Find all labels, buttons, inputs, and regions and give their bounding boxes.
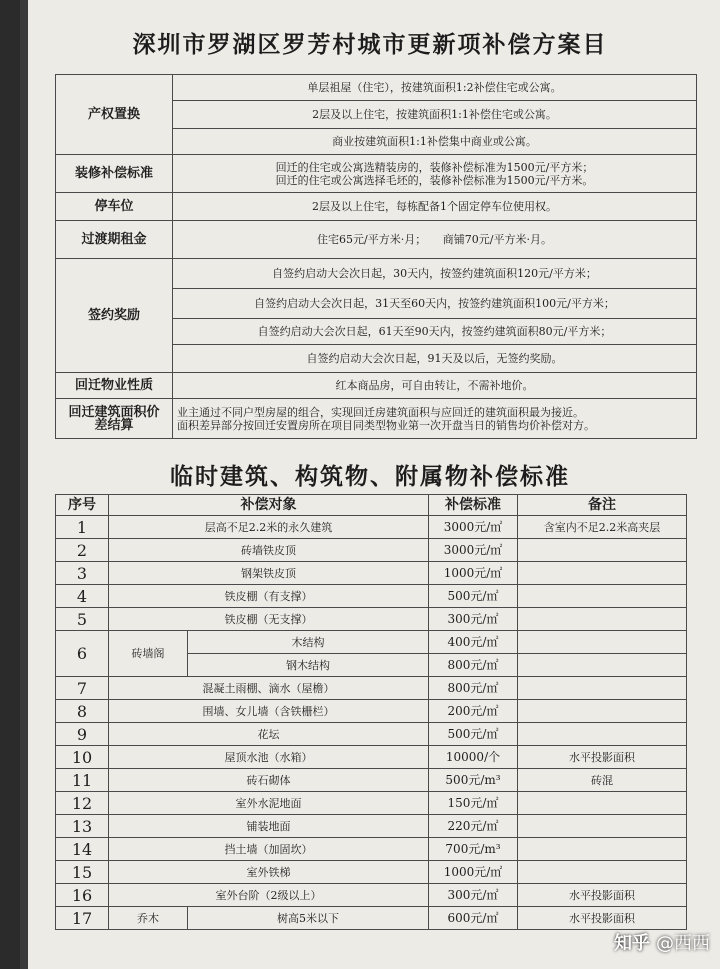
row-no: 16 xyxy=(56,884,109,907)
row-no: 1 xyxy=(56,516,109,539)
row-no: 5 xyxy=(56,608,109,631)
table-row xyxy=(56,700,687,723)
row-object: 混凝土雨棚、滴水（屋檐） xyxy=(109,677,429,700)
row-remark xyxy=(518,861,687,884)
plan-line: 2层及以上住宅，按建筑面积1:1补偿住宅或公寓。 xyxy=(173,101,697,129)
row-standard: 220元/㎡ xyxy=(429,815,518,838)
row-remark xyxy=(518,792,687,815)
plan-heading: 产权置换 xyxy=(56,75,173,155)
row-remark xyxy=(518,677,687,700)
plan-heading: 停车位 xyxy=(56,193,173,221)
table-row xyxy=(56,838,687,861)
row-remark xyxy=(518,539,687,562)
plan-heading: 过渡期租金 xyxy=(56,221,173,259)
row-standard: 10000/个 xyxy=(429,746,518,769)
row-object: 铺装地面 xyxy=(109,815,429,838)
temp-building-title: 临时建筑、构筑物、附属物补偿标准 xyxy=(170,463,570,490)
table-row xyxy=(56,861,687,884)
row-standard: 300元/㎡ xyxy=(429,884,518,907)
table-row xyxy=(56,677,687,700)
row-no: 6 xyxy=(56,631,109,677)
row-no: 9 xyxy=(56,723,109,746)
row-standard: 700元/m³ xyxy=(429,838,518,861)
row-remark: 水平投影面积 xyxy=(518,746,687,769)
plan-row xyxy=(56,193,697,221)
row-no: 3 xyxy=(56,562,109,585)
plan-line: 回迁的住宅或公寓选精装房的，装修补偿标准为1500元/平方米； 回迁的住宅或公寓选择毛坯的，装修补偿标准为1500元/平方米。 xyxy=(173,155,697,193)
table-row xyxy=(56,723,687,746)
row-group: 乔木 xyxy=(109,907,188,930)
row-object: 铁皮棚（有支撑） xyxy=(109,585,429,608)
row-standard: 150元/㎡ xyxy=(429,792,518,815)
board-frame xyxy=(20,0,28,969)
table-row xyxy=(56,562,687,585)
table-row xyxy=(56,608,687,631)
row-standard: 400元/㎡ xyxy=(429,631,518,654)
row-no: 15 xyxy=(56,861,109,884)
row-object: 树高5米以下 xyxy=(188,907,429,930)
row-object: 围墙、女儿墙（含铁栅栏） xyxy=(109,700,429,723)
table-row xyxy=(56,585,687,608)
row-no: 8 xyxy=(56,700,109,723)
table-row xyxy=(56,631,687,654)
row-object: 钢架铁皮顶 xyxy=(109,562,429,585)
row-no: 17 xyxy=(56,907,109,930)
watermark-handle: @西西 xyxy=(656,933,710,954)
row-standard: 3000元/㎡ xyxy=(429,516,518,539)
row-object: 层高不足2.2米的永久建筑 xyxy=(109,516,429,539)
row-object: 挡土墙（加固坎） xyxy=(109,838,429,861)
row-object: 屋顶水池（水箱） xyxy=(109,746,429,769)
row-remark: 含室内不足2.2米高夹层 xyxy=(518,516,687,539)
plan-heading: 装修补偿标准 xyxy=(56,155,173,193)
plan-heading: 回迁建筑面积价 差结算 xyxy=(56,399,173,439)
row-object: 钢木结构 xyxy=(188,654,429,677)
table-row xyxy=(56,746,687,769)
row-standard: 800元/㎡ xyxy=(429,654,518,677)
row-standard: 500元/㎡ xyxy=(429,585,518,608)
row-remark: 砖混 xyxy=(518,769,687,792)
row-no: 10 xyxy=(56,746,109,769)
table-row xyxy=(56,769,687,792)
plan-line: 业主通过不同户型房屋的组合，实现回迁房建筑面积与应回迁的建筑面积最为接近。 面积差异部分按回迁安置房所在项目同类型物业第一次开盘当日的销售均价补偿对方。 xyxy=(173,399,697,439)
row-object: 花坛 xyxy=(109,723,429,746)
row-standard: 1000元/㎡ xyxy=(429,562,518,585)
plan-line: 自签约启动大会次日起，30天内，按签约建筑面积120元/平方米； xyxy=(173,259,697,289)
main-title: 深圳市罗湖区罗芳村城市更新项补偿方案目 xyxy=(132,31,608,58)
row-object: 砖墙铁皮顶 xyxy=(109,539,429,562)
col-header-no: 序号 xyxy=(56,495,109,516)
col-header-object: 补偿对象 xyxy=(109,495,429,516)
row-object: 铁皮棚（无支撑） xyxy=(109,608,429,631)
row-no: 11 xyxy=(56,769,109,792)
plan-line: 住宅65元/平方米·月； 商铺70元/平方米·月。 xyxy=(173,221,697,259)
table-row xyxy=(56,815,687,838)
row-standard: 3000元/㎡ xyxy=(429,539,518,562)
plan-heading: 签约奖励 xyxy=(56,259,173,373)
row-no: 14 xyxy=(56,838,109,861)
row-remark: 水平投影面积 xyxy=(518,884,687,907)
row-remark xyxy=(518,585,687,608)
plan-line: 自签约启动大会次日起，61天至90天内，按签约建筑面积80元/平方米； xyxy=(173,319,697,345)
row-standard: 600元/㎡ xyxy=(429,907,518,930)
plan-line: 自签约启动大会次日起，91天及以后，无签约奖励。 xyxy=(173,345,697,373)
table-row xyxy=(56,907,687,930)
plan-row xyxy=(56,399,697,439)
plan-line: 红本商品房，可自由转让，不需补地价。 xyxy=(173,373,697,399)
row-standard: 500元/m³ xyxy=(429,769,518,792)
row-remark: 水平投影面积 xyxy=(518,907,687,930)
row-remark xyxy=(518,838,687,861)
col-header-remark: 备注 xyxy=(518,495,687,516)
plan-line: 商业按建筑面积1:1补偿集中商业或公寓。 xyxy=(173,129,697,155)
row-remark xyxy=(518,631,687,654)
row-object: 室外铁梯 xyxy=(109,861,429,884)
row-remark xyxy=(518,723,687,746)
col-header-standard: 补偿标准 xyxy=(429,495,518,516)
row-object: 砖石砌体 xyxy=(109,769,429,792)
row-remark xyxy=(518,608,687,631)
plan-line: 2层及以上住宅，每栋配备1个固定停车位使用权。 xyxy=(173,193,697,221)
plan-row xyxy=(56,221,697,259)
row-object: 室外台阶（2级以上） xyxy=(109,884,429,907)
row-standard: 800元/㎡ xyxy=(429,677,518,700)
row-standard: 1000元/㎡ xyxy=(429,861,518,884)
row-no: 12 xyxy=(56,792,109,815)
row-standard: 200元/㎡ xyxy=(429,700,518,723)
row-group: 砖墙阁 xyxy=(109,631,188,677)
zhihu-logo: 知乎 xyxy=(614,933,650,954)
table-row xyxy=(56,792,687,815)
row-remark xyxy=(518,700,687,723)
zhihu-watermark xyxy=(614,929,710,955)
row-remark xyxy=(518,562,687,585)
table-header-row xyxy=(56,495,687,516)
row-object: 室外水泥地面 xyxy=(109,792,429,815)
plan-row xyxy=(56,75,697,101)
plan-line: 自签约启动大会次日起，31天至60天内，按签约建筑面积100元/平方米； xyxy=(173,289,697,319)
row-standard: 500元/㎡ xyxy=(429,723,518,746)
table-row xyxy=(56,539,687,562)
plan-line: 单层祖屋（住宅），按建筑面积1:2补偿住宅或公寓。 xyxy=(173,75,697,101)
plan-row xyxy=(56,373,697,399)
row-no: 7 xyxy=(56,677,109,700)
row-no: 4 xyxy=(56,585,109,608)
compensation-plan-table xyxy=(55,74,697,439)
row-object: 木结构 xyxy=(188,631,429,654)
temp-building-table xyxy=(55,494,687,930)
plan-row xyxy=(56,259,697,289)
table-row xyxy=(56,516,687,539)
plan-row xyxy=(56,155,697,193)
row-no: 2 xyxy=(56,539,109,562)
row-remark xyxy=(518,815,687,838)
plan-heading: 回迁物业性质 xyxy=(56,373,173,399)
row-remark xyxy=(518,654,687,677)
row-standard: 300元/㎡ xyxy=(429,608,518,631)
table-row xyxy=(56,884,687,907)
row-no: 13 xyxy=(56,815,109,838)
